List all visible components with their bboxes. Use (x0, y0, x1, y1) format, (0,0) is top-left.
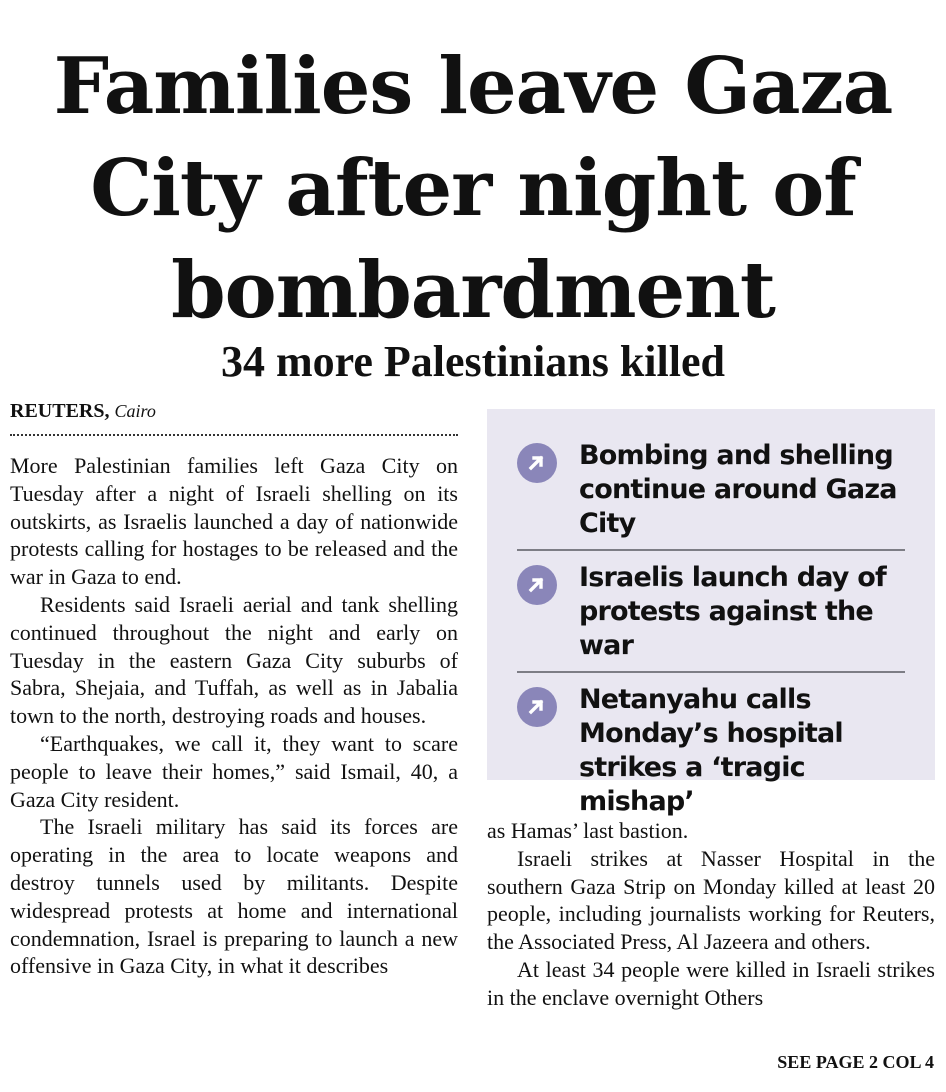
highlight-item (517, 561, 905, 673)
arrow-up-right-circle-icon (517, 565, 557, 605)
article-paragraph: More Palestinian families left Gaza City on Tuesday after a night of Israeli shelling on its outskirts, as Israelis launched a day of nationwide protests calling for hostages to be released and the war in Gaza to end. (10, 453, 458, 590)
continued-reference: SEE PAGE 2 COL 4 (777, 1052, 934, 1072)
headline-line-2: City after night of (90, 143, 856, 234)
article-paragraph: as Hamas’ last bastion. (487, 818, 689, 843)
byline (10, 400, 156, 423)
arrow-up-right-circle-icon (517, 687, 557, 727)
headline (0, 36, 946, 342)
article-paragraph: “Earthquakes, we call it, they want to scare people to leave their homes,” said Ismail, 40, a Gaza City resident. (10, 730, 458, 812)
headline-line-1: Families leave Gaza (53, 41, 893, 132)
subheadline: 34 more Palestinians killed (221, 337, 725, 386)
arrow-up-right-circle-icon (517, 443, 557, 483)
article-column-right (487, 817, 935, 1012)
highlights-box (487, 409, 935, 817)
highlight-item (517, 683, 905, 827)
article-paragraph: The Israeli military has said its forces are operating in the area to locate weapons and destroy tunnels used by militants. Despite widespread protests at home and international condemnation, Israel is preparing to launch a new offensive in Gaza City, in what it describes (10, 814, 458, 979)
headline-line-3: bombardment (171, 245, 775, 336)
article-column-left (10, 452, 458, 980)
byline-agency: REUTERS, (10, 400, 110, 422)
highlight-text: Israelis launch day of protests against the war (579, 562, 886, 661)
highlight-text: Netanyahu calls Monday’s hospital strikes a ‘tragic mishap’ (579, 684, 843, 817)
article-paragraph: At least 34 people were killed in Israeli strikes in the enclave overnight Others (487, 956, 935, 1010)
article-paragraph: Residents said Israeli aerial and tank shelling continued throughout the night and early on Tuesday in the eastern Gaza City suburbs of Sabra, Shejaia, and Tuffah, as well as in Jabalia town to the north, destroying roads and houses. (10, 591, 458, 729)
byline-place: Cairo (114, 401, 156, 421)
highlight-text: Bombing and shelling continue around Gaza City (579, 440, 897, 539)
highlight-item (517, 439, 905, 551)
byline-divider (10, 434, 458, 436)
article-paragraph: Israeli strikes at Nasser Hospital in the southern Gaza Strip on Monday killed at least 20 people, including journalists working for Reuters, the Associated Press, Al Jazeera and others. (487, 845, 935, 955)
